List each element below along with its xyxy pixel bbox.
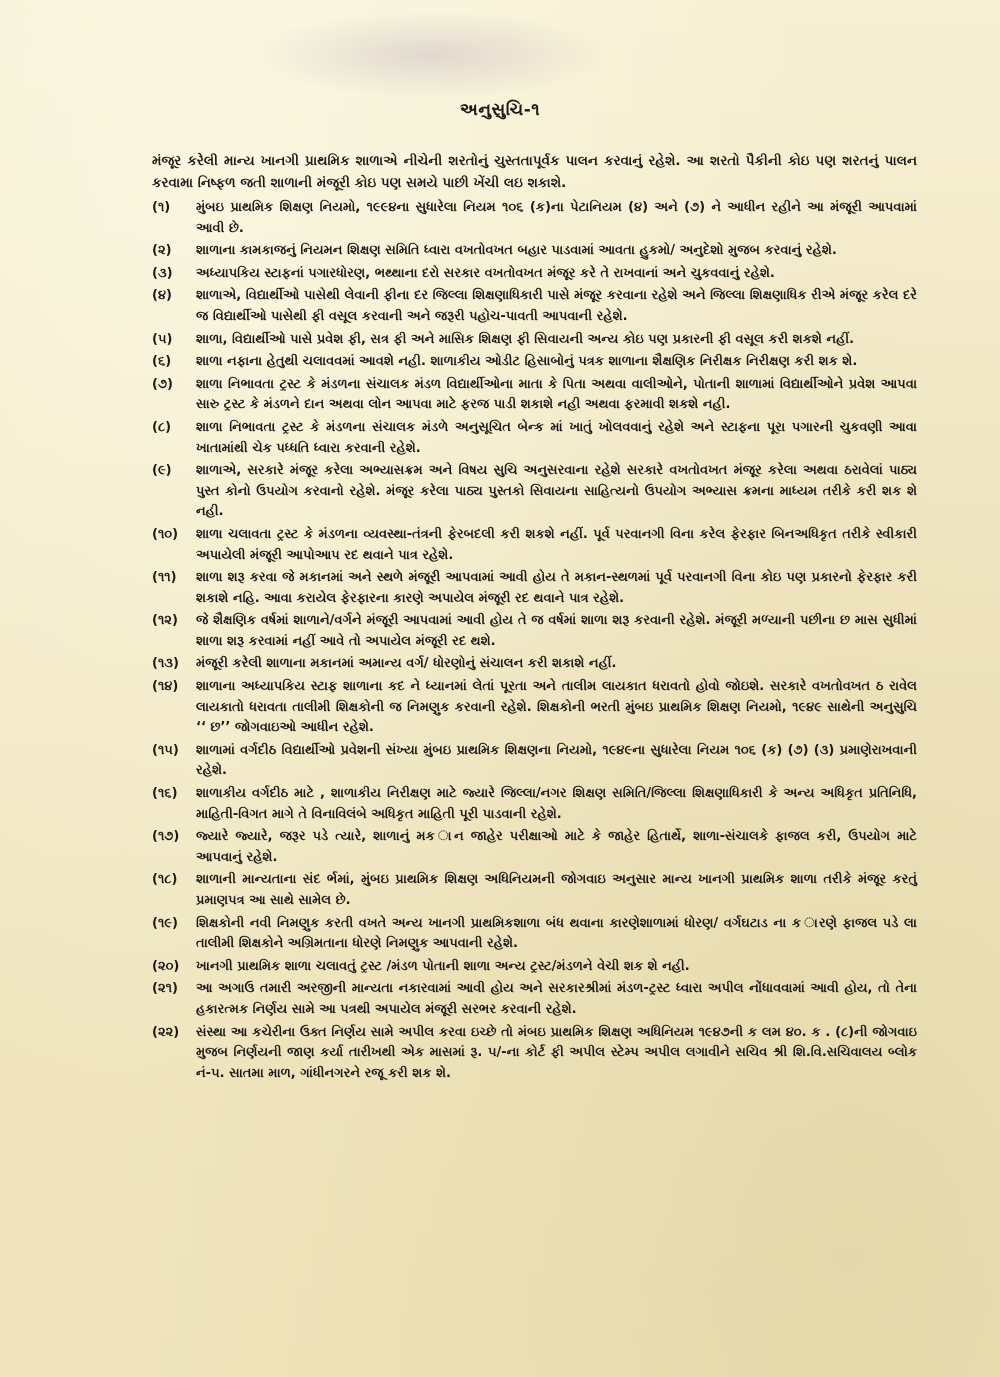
condition-text: શાળાના કામકાજનું નિયમન શિક્ષણ સમિતિ ધ્વારા વખતોવખત બહાર પાડવામાં આવતા હુકમો/ અનુદેશો મુજબ કરવાનું રહેશે.: [196, 243, 837, 259]
condition-item: [152, 198, 917, 239]
condition-number: (૧૨): [152, 613, 178, 629]
condition-item: [152, 870, 917, 911]
condition-item: [152, 568, 917, 609]
condition-text: શાળા, વિદ્યાર્થીઓ પાસે પ્રવેશ ફી, સત્ર ફી અને માસિક શિક્ષણ ફી સિવાયની અન્ય કોઇ પણ પ્રકારની ફી વસૂલ કરી શકશે નહીં.: [196, 331, 855, 347]
condition-number: (૩): [152, 265, 173, 281]
condition-number: (૧૦): [152, 526, 179, 542]
condition-number: (૧૪): [152, 679, 179, 695]
condition-text: શાળા શરૂ કરવા જે મકાનમાં અને સ્થળે મંજૂરી આપવામાં આવી હોય તે મકાન-સ્થળમાં પૂર્વ પરવાનગી વિના કોઇ પણ પ્રકારનો ફેરફાર કરી શકાશે નહિ. આવા કરાયેલ ફેરફારના કારણે અપાયેલ મંજૂરી રદ થવાને પાત્ર રહેશે.: [196, 570, 917, 606]
condition-item: [152, 241, 917, 262]
condition-text: સંસ્થા આ કચેરીના ઉક્ત નિર્ણય સામે અપીલ કરવા ઇચ્છે તો મંબઇ પ્રાથમિક શિક્ષણ અધિનિયમ ૧૯૪૭ની ક લમ ૪૦. ક . (૮)ની જોગવાઇ મુજબ નિર્ણયની જાણ કર્યા તારીખથી એક માસમાં રૂ. ૫/-ના કોર્ટ ફી અપીલ સ્ટેમ્પ અપીલ લગાવીને સચિવ શ્રી શિ.વિ.સચિવાલય બ્લોક નં-૫. સાતમા માળ, ગાંધીનગરને રજૂ કરી શક શે.: [196, 1024, 917, 1081]
condition-number: (૭): [152, 376, 173, 392]
condition-text: મુંબઇ પ્રાથમિક શિક્ષણ નિયમો, ૧૯૯૪ના સુધારેલા નિયમ ૧૦૬ (ક)ના પેટાનિયમ (૪) અને (૭) ને આધીન રહીને આ મંજૂરી આપવામાં આવી છે.: [196, 200, 917, 236]
condition-text: શાળાએ, વિદ્યાર્થીઓ પાસેથી લેવાની ફીના દર જિલ્લા શિક્ષણાધિકારી પાસે મંજૂર કરવાના રહેશે અને જિલ્લા શિક્ષણાધિક રીએ મંજૂર કરેલ દરે જ વિદ્યાર્થીઓ પાસેથી ફી વસૂલ કરવાની અને જરૂરી પહોચ-પાવતી આપવાની રહેશે.: [196, 288, 917, 324]
condition-text: શાળાએ, સરકારે મંજૂર કરેલા અભ્યાસક્રમ અને વિષય સુચિ અનુસરવાના રહેશે સરકારે વખતોવખત મંજૂર કરેલા અથવા ઠરાવેલાં પાઠ્ય પુસ્ત કોનો ઉપયોગ કરવાનો રહેશે. મંજૂર કરેલા પાઠ્ય પુસ્તકો સિવાયના સાહિત્યનો ઉપયોગ અભ્યાસ ક્રમના માધ્યમ તરીકે કરી શક શે નહી.: [196, 463, 917, 520]
condition-text: જ્યારે જ્યારે, જરૂર પડે ત્યારે, શાળાનું મક ાન જાહેર પરીક્ષાઓ માટે કે જાહેર હિતાર્થે, શાળા-સંચાલકે ફાજલ કરી, ઉપયોગ માટે આપવાનું રહેશે.: [196, 829, 917, 865]
condition-text: શાળામાં વર્ગદીઠ વિદ્યાર્થીઓ પ્રવેશની સંખ્યા મુંબઇ પ્રાથમિક શિક્ષણના નિયમો, ૧૯૪૯ના સુધારેલા નિયમ ૧૦૬ (ક) (૭) (૩) પ્રમાણેરાખવાની રહેશે.: [196, 742, 917, 779]
condition-number: (૮): [152, 419, 172, 435]
condition-text: આ અગાઉ તમારી અરજીની માન્યતા નકારવામાં આવી હોય અને સરકારશ્રીમાં મંડળ-ટ્રસ્ટ ધ્વારા અપીલ નોંધાવવામાં આવી હોય, તો તેના હકારત્મક નિર્ણય સામે આ પત્રથી અપાયેલ મંજૂરી સરભર કરવાની રહેશે.: [196, 981, 917, 1017]
condition-number: (૧૯): [152, 915, 178, 931]
condition-item: [152, 784, 917, 825]
condition-text: અધ્યાપકિય સ્ટાફનાં પગારધોરણ, ભથ્થાના દરો સરકાર વખતોવખત મંજૂર કરે તે રાખવાનાં અને ચુકવવાનું રહેશે.: [196, 265, 775, 281]
condition-text: શાળાના અધ્યાપકિય સ્ટાફ શાળાના કદ ને ધ્યાનમાં લેતાં પૂરતા અને તાલીમ લાયકાત ધરાવતો હોવો જોઇશે. સરકારે વખતોવખત ઠ રાવેલ લાયકાતો ધરાવતા તાલીમી શિક્ષકોની જ નિમણુક કરવાની રહેશે. શિક્ષકોની ભરતી મુંબઇ પ્રાથમિક શિક્ષણ નિયમો, ૧૯૪૯ સાથેની અનુસુચિ ‘‘ છ’’ જોગવાઇઓ આધીન રહેશે.: [196, 679, 917, 736]
condition-number: (૪): [152, 288, 172, 304]
condition-item: [152, 352, 917, 373]
condition-item: [152, 827, 917, 868]
condition-text: શાળા નિભાવતા ટ્રસ્ટ કે મંડળના સંચાલક મંડળે અનુસૂચિત બેન્ક માં ખાતું ખોલવવાનું રહેશે અને સ્ટાફના પૂરા પગારની ચુકવણી આવા ખાતામાંથી ચેક પધ્ધતિ ધ્વારા કરવાની રહેશે.: [196, 419, 917, 456]
condition-number: (૧૭): [152, 829, 180, 845]
condition-text: શાળા નફાના હેતુથી ચલાવવમાં આવશે નહી. શાળાકીય ઓડીટ હિસાબોનું પત્રક શાળાના શૈક્ષણિક નિરીક્ષક નિરીક્ષણ કરી શક શે.: [196, 354, 858, 370]
condition-number: (૫): [152, 331, 173, 347]
condition-item: [152, 1023, 917, 1085]
condition-text: શાળા ચલાવતા ટ્રસ્ટ કે મંડળના વ્યવસ્થા-તંત્રની ફેરબદલી કરી શકશે નહીં. પૂર્વ પરવાનગી વિના કરેલ ફેરફાર બિનઅધિકૃત તરીકે સ્વીકારી અપાયેલી મંજૂરી આપોઆપ રદ થવાને પાત્ર રહેશે.: [196, 526, 917, 563]
condition-number: (૨૦): [152, 958, 180, 974]
condition-number: (૧૮): [152, 872, 178, 888]
condition-item: [152, 677, 917, 739]
condition-item: [152, 375, 917, 416]
condition-text: જે શૈક્ષણિક વર્ષમાં શાળાને/વર્ગને મંજૂરી આપવામાં આવી હોય તે જ વર્ષમાં શાળા શરૂ કરવાની રહેશે. મંજૂરી મળ્યાની પછીના છ માસ સુધીમાં શાળા શરૂ કરવામાં નહીં આવે તો અપાયેલ મંજૂરી રદ થશે.: [196, 613, 917, 649]
condition-item: [152, 418, 917, 459]
condition-number: (૬): [152, 354, 172, 370]
condition-item: [152, 654, 917, 675]
condition-item: [152, 957, 917, 978]
condition-text: શાળાકીય વર્ગદીઠ માટે , શાળાકીય નિરીક્ષણ માટે જ્યારે જિલ્લા/નગર શિક્ષણ સમિતિ/જિલ્લા શિક્ષણાધિકારી કે અન્ય અધિકૃત પ્રતિનિધિ, માહિતી-વિગત માગે તે વિનાવિલંબે અધિકૃત માહિતી પૂરી પાડવાની રહેશે.: [196, 786, 917, 822]
condition-item: [152, 286, 917, 327]
condition-number: (૧૧): [152, 570, 177, 586]
ink-stamp-mark: [250, 10, 610, 100]
condition-number: (૧૫): [152, 742, 179, 758]
condition-item: [152, 741, 917, 782]
condition-item: [152, 525, 917, 566]
condition-number: (૨): [152, 243, 172, 259]
condition-text: શિક્ષકોની નવી નિમણુક કરતી વખતે અન્ય ખાનગી પ્રાથમિકશાળા બંધ થવાના કારણેશાળામાં ધોરણ/ વર્ગઘટાડ ના ક ારણે ફાજલ પડે લા તાલીમી શિક્ષકોને અગ્રિમતાના ધોરણે નિમણુક આપવાની રહેશે.: [196, 915, 917, 952]
condition-text: શાળાની માન્યતાના સંદ ર્ભમાં, મુંબઇ પ્રાથમિક શિક્ષણ અધિનિયમની જોગવાઇ અનુસાર માન્ય ખાનગી પ્રાથમિક શાળા તરીકે મંજૂર કરતું પ્રમાણપત્ર આ સાથે સામેલ છે.: [196, 872, 917, 908]
condition-number: (૯): [152, 463, 172, 479]
condition-text: મંજૂરી કરેલી શાળાના મકાનમાં અમાન્ય વર્ગ/ ધોરણોનું સંચાલન કરી શકાશે નહીં.: [196, 656, 617, 672]
conditions-list: [152, 198, 917, 1086]
condition-text: ખાનગી પ્રાથમિક શાળા ચલાવતું ટ્રસ્ટ /મંડળ પોતાની શાળા અન્ય ટ્રસ્ટ/મંડળને વેચી શક શે નહી.: [196, 958, 690, 974]
condition-number: (૨૨): [152, 1024, 180, 1040]
condition-item: [152, 979, 917, 1020]
condition-text: શાળા નિભાવતા ટ્રસ્ટ કે મંડળના સંચાલક મંડળ વિદ્યાર્થીઓના માતા કે પિતા અથવા વાલીઓને, પોતાની શાળામાં વિદ્યાર્થીઓને પ્રવેશ આપવા સારુ ટ્રસ્ટ કે મંડળને દાન અથવા લોન આપવા માટે ફરજ પાડી શકાશે નહી અથવા ફરમાવી શકશે નહી.: [196, 376, 917, 413]
condition-number: (૧૩): [152, 656, 179, 672]
condition-number: (૨૧): [152, 981, 178, 997]
condition-item: [152, 264, 917, 285]
intro-paragraph: મંજૂર કરેલી માન્ય ખાનગી પ્રાથમિક શાળાએ નીચેની શરતોનું ચુસ્તતાપૂર્વક પાલન કરવાનું રહેશે. આ શરતો પૈકીની કોઇ પણ શરતનું પાલન કરવામા નિષ્ફળ જતી શાળાની મંજૂરી કોઇ પણ સમયે પાછી ખેંચી લઇ શકાશે.: [152, 153, 917, 191]
condition-item: [152, 461, 917, 523]
condition-item: [152, 330, 917, 351]
condition-item: [152, 914, 917, 955]
condition-number: (૧): [152, 200, 171, 215]
document-heading: અનુસુચિ-૧: [459, 100, 541, 120]
condition-number: (૧૬): [152, 786, 178, 802]
condition-item: [152, 611, 917, 652]
